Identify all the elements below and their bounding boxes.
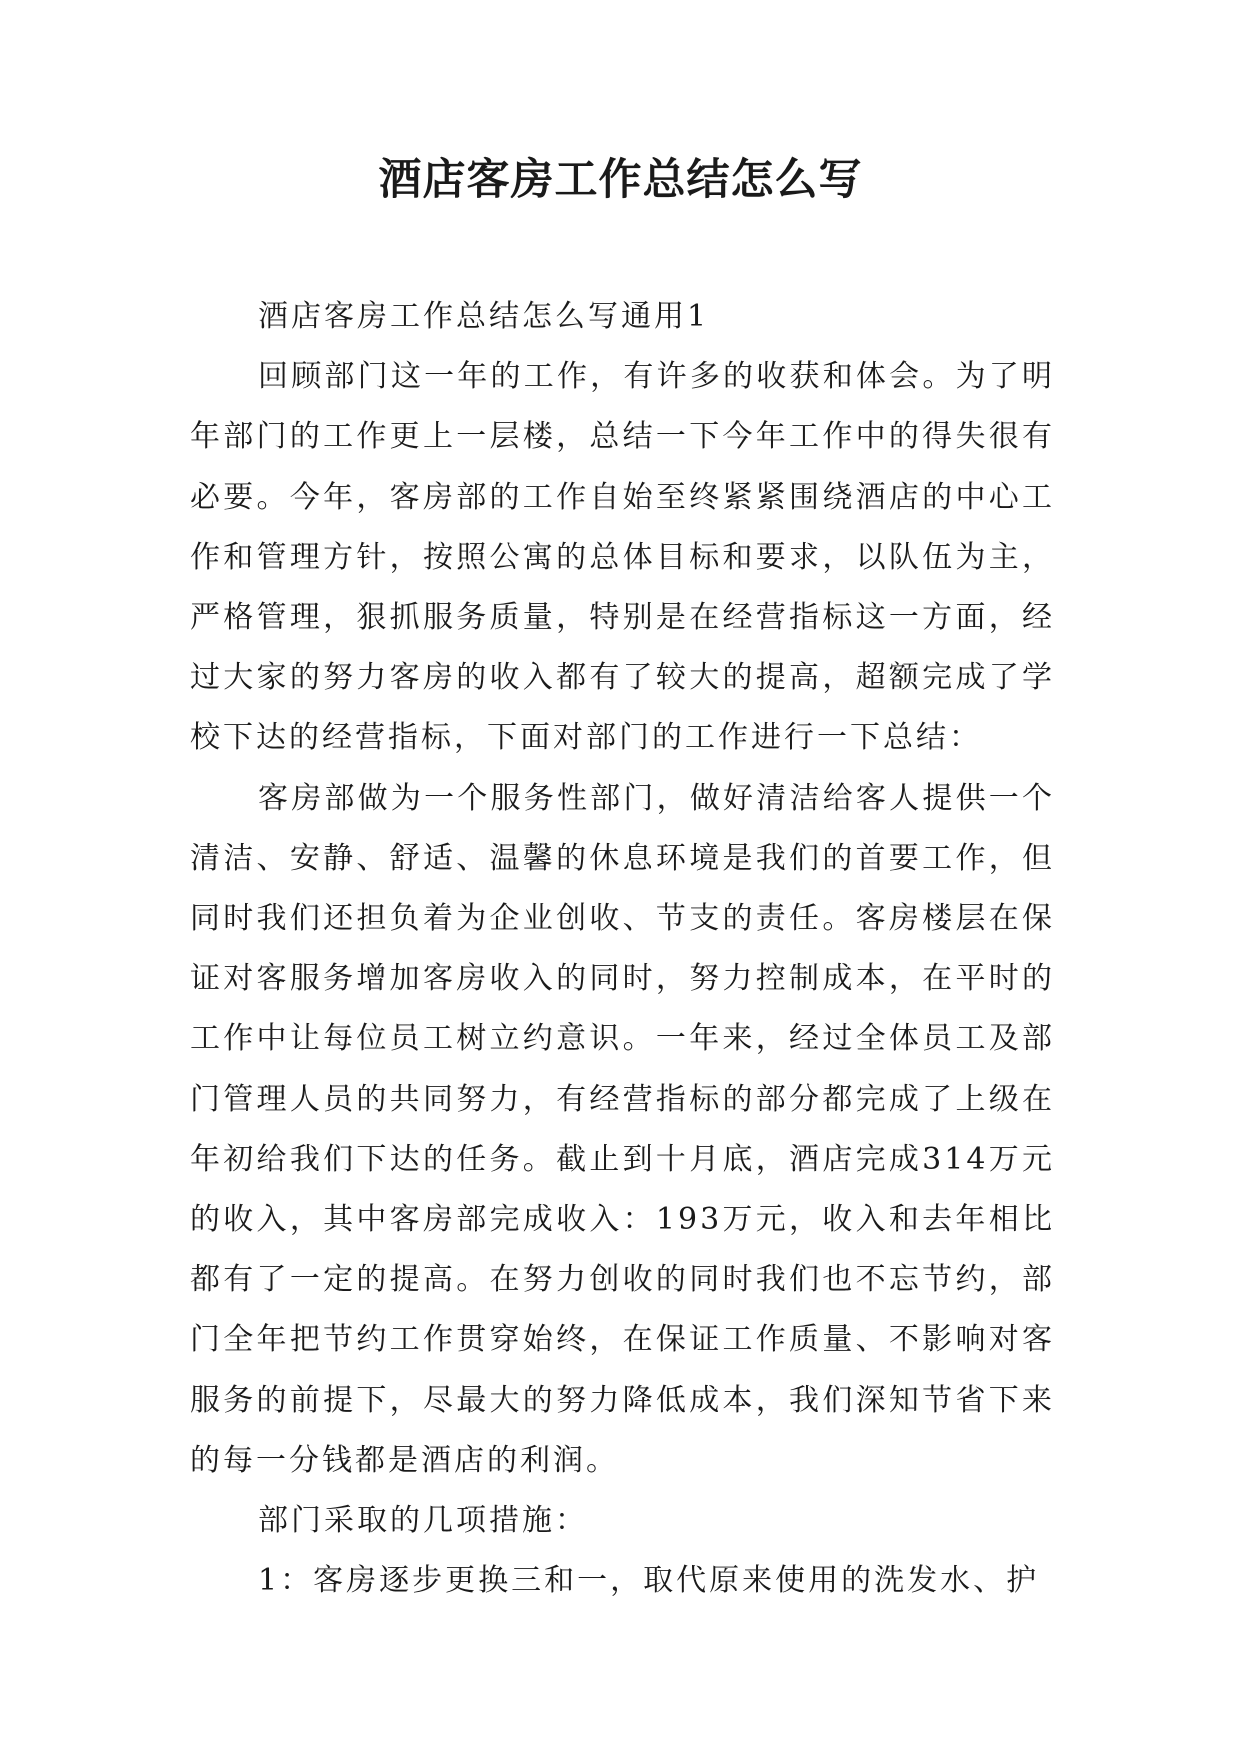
document-body — [190, 287, 1055, 1611]
body-paragraph: 1：客房逐步更换三和一，取代原来使用的洗发水、护 — [258, 1563, 1040, 1599]
body-paragraph: 部门采取的几项措施： — [258, 1503, 588, 1539]
body-paragraph: 回顾部门这一年的工作，有许多的收获和体会。为了明年部门的工作更上一层楼，总结一下今年工作中的得失很有必要。今年，客房部的工作自始至终紧紧围绕酒店的中心工作和管理方针，按照公寓的总体目标和要求，以队伍为主，严格管理，狠抓服务质量，特别是在经营指标这一方面，经过大家的努力客房的收入都有了较大的提高，超额完成了学校下达的经营指标，下面对部门的工作进行一下总结： — [190, 359, 1055, 756]
document-title: 酒店客房工作总结怎么写 — [378, 155, 863, 205]
section-heading: 酒店客房工作总结怎么写通用1 — [258, 299, 710, 334]
body-paragraph: 客房部做为一个服务性部门，做好清洁给客人提供一个清洁、安静、舒适、温馨的休息环境是我们的首要工作，但同时我们还担负着为企业创收、节支的责任。客房楼层在保证对客服务增加客房收入的同时，努力控制成本，在平时的工作中让每位员工树立约意识。一年来，经过全体员工及部门管理人员的共同努力，有经营指标的部分都完成了上级在年初给我们下达的任务。截止到十月底，酒店完成314万元的收入，其中客房部完成收入：193万元，收入和去年相比都有了一定的提高。在努力创收的同时我们也不忘节约，部门全年把节约工作贯穿始终，在保证工作质量、不影响对客服务的前提下，尽最大的努力降低成本，我们深知节省下来的每一分钱都是酒店的利润。 — [190, 780, 1055, 1478]
